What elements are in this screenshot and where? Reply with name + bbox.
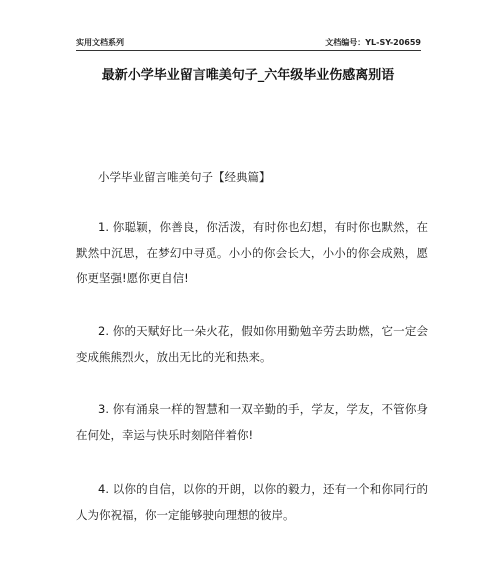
paragraph-3: 3. 你有涌泉一样的智慧和一双辛勤的手，学友，学友，不管你身在何处，幸运与快乐时刻陪伴着你! — [76, 402, 428, 442]
paragraph-2: 2. 你的天赋好比一朵火花，假如你用勤勉辛劳去助燃，它一定会变成熊熊烈火，放出无比的光和热来。 — [76, 324, 428, 364]
page-header — [76, 36, 421, 50]
paragraph-1: 1. 你聪颖，你善良，你活泼，有时你也幻想，有时你也默然，在默然中沉思，在梦幻中寻觅。小小的你会长大，小小的你会成熟，愿你更坚强!愿你更自信! — [76, 220, 428, 285]
section-subtitle: 小学毕业留言唯美句子【经典篇】 — [98, 170, 271, 184]
header-divider — [76, 50, 421, 51]
header-document-number: 文档编号：YL-SY-20659 — [325, 38, 421, 47]
document-title: 最新小学毕业留言唯美句子_六年级毕业伤感离别语 — [101, 68, 395, 83]
paragraph-4: 4. 以你的自信，以你的开朗，以你的毅力，还有一个和你同行的人为你祝福，你一定能够驶向理想的彼岸。 — [76, 482, 428, 522]
header-series-label: 实用文档系列 — [76, 38, 124, 47]
